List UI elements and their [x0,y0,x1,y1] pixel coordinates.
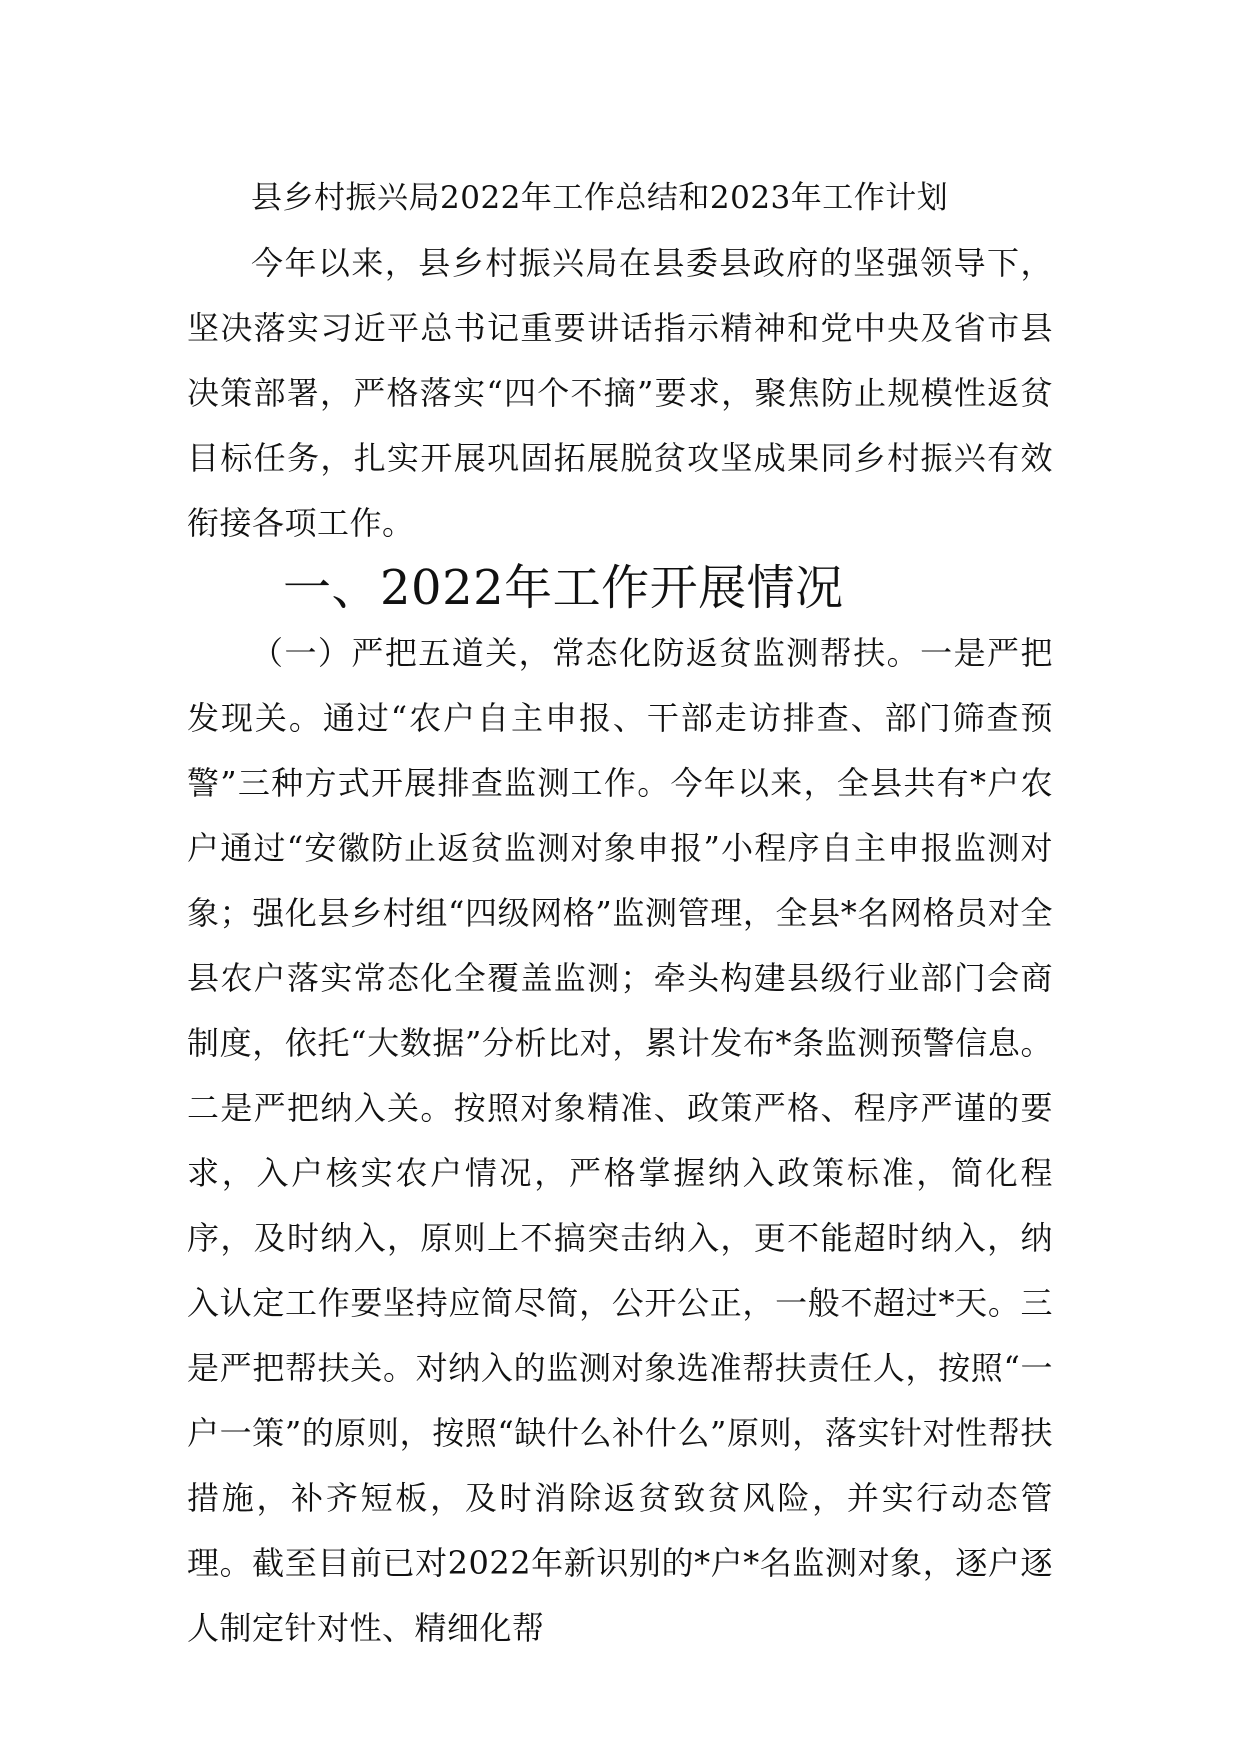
body-paragraph: （一）严把五道关，常态化防返贫监测帮扶。一是严把发现关。通过“农户自主申报、干部走访排查、部门筛查预警”三种方式开展排查监测工作。今年以来，全县共有*户农户通过“安徽防止返贫监测对象申报”小程序自主申报监测对象；强化县乡村组“四级网格”监测管理，全县*名网格员对全县农户落实常态化全覆盖监测；牵头构建县级行业部门会商制度，依托“大数据”分析比对，累计发布*条监测预警信息。二是严把纳入关。按照对象精准、政策严格、程序严谨的要求，入户核实农户情况，严格掌握纳入政策标准，简化程序，及时纳入，原则上不搞突击纳入，更不能超时纳入，纳入认定工作要坚持应简尽简，公开公正，一般不超过*天。三是严把帮扶关。对纳入的监测对象选准帮扶责任人，按照“一户一策”的原则，按照“缺什么补什么”原则，落实针对性帮扶措施，补齐短板，及时消除返贫致贫风险，并实行动态管理。截至目前已对2022年新识别的*户*名监测对象，逐户逐人制定针对性、精细化帮 [187,634,1053,1647]
intro-paragraph: 今年以来，县乡村振兴局在县委县政府的坚强领导下，坚决落实习近平总书记重要讲话指示精神和党中央及省市县决策部署，严格落实“四个不摘”要求，聚焦防止规模性返贫目标任务，扎实开展巩固拓展脱贫攻坚成果同乡村振兴有效衔接各项工作。 [187,244,1053,542]
document-title: 县乡村振兴局2022年工作总结和2023年工作计划 [251,180,949,216]
document-body [187,166,1053,1661]
section-heading: 一、2022年工作开展情况 [283,560,844,616]
